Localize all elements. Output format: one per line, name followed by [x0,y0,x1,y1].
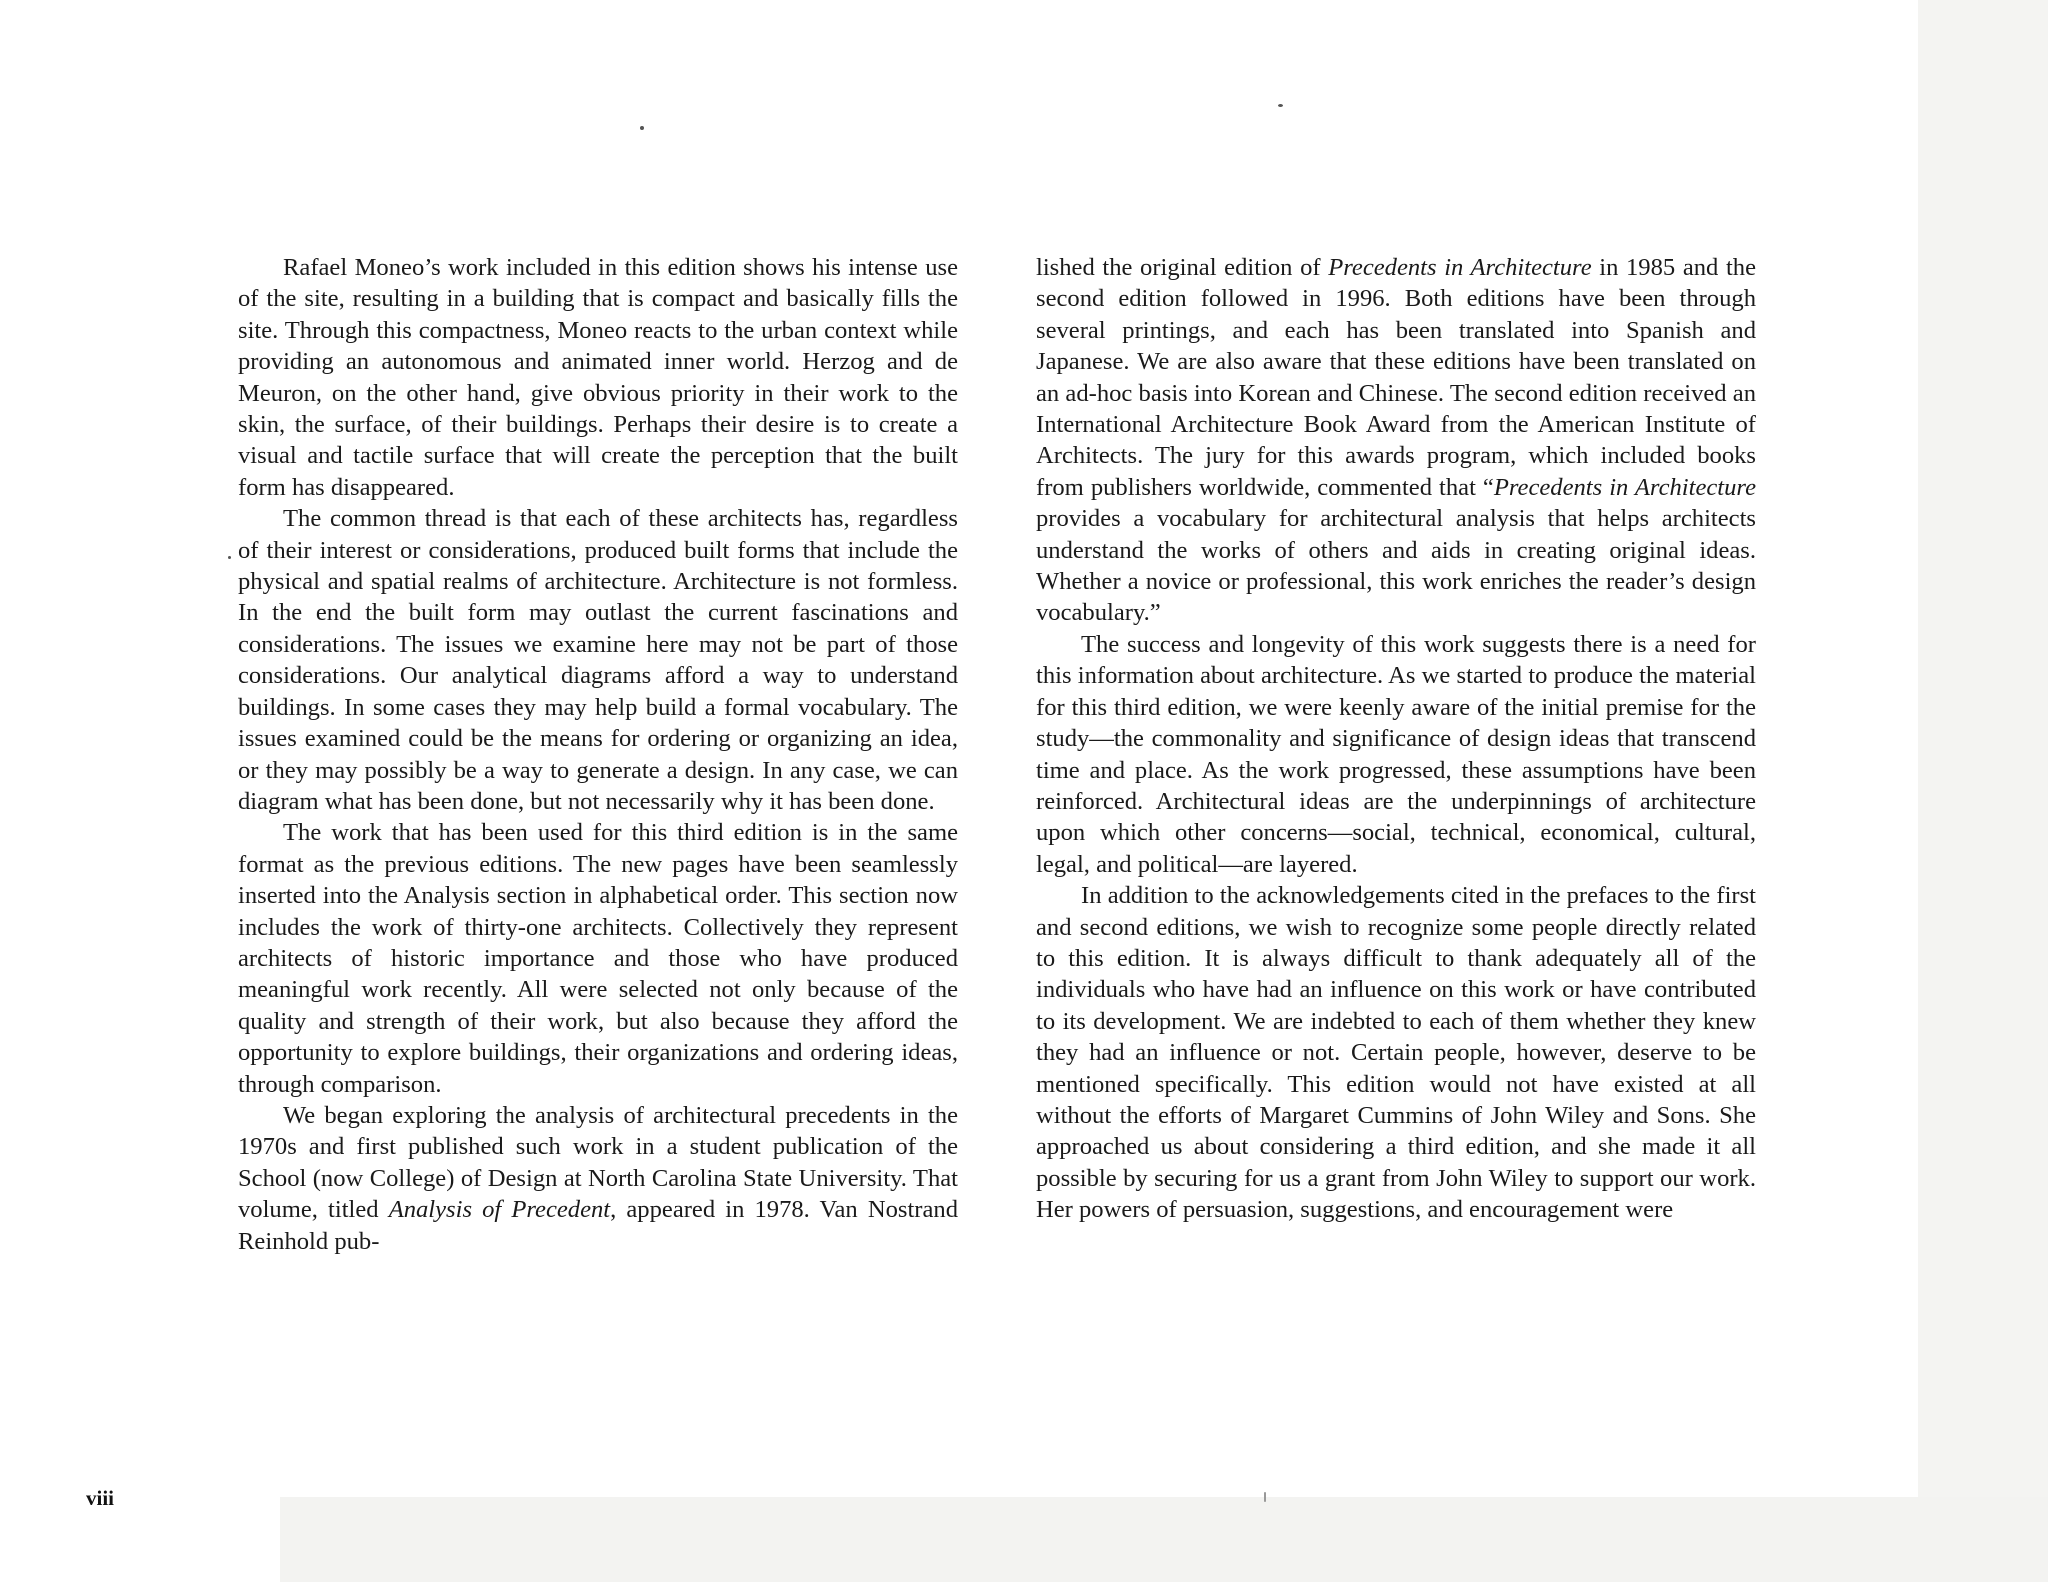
text-column-right [1036,252,1756,1226]
paragraph-text: , appeared in 1978. Van Nostrand Reinhold pub- [238,1196,958,1255]
paragraph [238,1100,958,1257]
paragraph-text: We began exploring the analysis of architectural precedents in the 1970s and first published such work in a student publication of the School (now College) of Design at North Carolina State University. That volume, titled [238,1101,958,1224]
scan-speck [1264,1492,1266,1502]
book-title: Precedents in Architecture [1493,473,1756,501]
scan-speck [640,126,644,130]
paragraph: The work that has been used for this third edition is in the same format as the previous editions. The new pages have been seamlessly inserted into the Analysis section in alphabetical order. This section now includes the work of thirty-one architects. Collectively they represent architects of historic importance and those who have produced meaningful work recently. All were selected not only because of the quality and strength of their work, but also because they afford the opportunity to explore buildings, their organizations and ordering ideas, through comparison. [238,819,958,1098]
scan-margin-bottom [280,1497,2048,1582]
paragraph: The success and longevity of this work suggests there is a need for this information about architecture. As we started to produce the material for this third edition, we were keenly aware of the initial premise for the study—the commonality and significance of design ideas that transcend time and place. As the work progressed, these assumptions have been reinforced. Architectural ideas are the underpinnings of architecture upon which other concerns—social, technical, economical, cultural, legal, and political—are layered. [1036,630,1756,878]
page-number: viii [86,1486,115,1510]
paragraph: The common thread is that each of these architects has, regardless of their interest or considerations, produced built forms that include the physical and spatial realms of architecture. Architecture is not formless. In the end the built form may outlast the current fascinations and considerations. The issues we examine here may not be part of those considerations. Our analytical diagrams afford a way to understand buildings. In some cases they may help build a formal vocabulary. The issues examined could be the means for ordering or organizing an idea, or they may possibly be a way to generate a design. In any case, we can diagram what has been done, but not necessarily why it has been done. [238,505,958,815]
book-title: Precedents in Architecture [1328,254,1592,281]
paragraph-text: in 1985 and the second edition followed in 1996. Both editions have been through several printings, and each has been translated into Spanish and Japanese. We are also aware that these editions have been translated on an ad-hoc basis into Korean and Chinese. The second edition received an International Architecture Book Award from the American Institute of Architects. The jury for this awards program, which included books from publishers worldwide, commented that “ [1036,254,1757,501]
paragraph: In addition to the acknowledgements cited in the prefaces to the first and second editions, we wish to recognize some people directly related to this edition. It is always difficult to thank adequately all of the individuals who have had an influence on this work or have contributed to its development. We are indebted to each of them whether they knew they had an influence or not. Certain people, however, deserve to be mentioned specifically. This edition would not have existed at all without the efforts of Margaret Cummins of John Wiley and Sons. She approached us about considering a third edition, and she made it all possible by securing for us a grant from John Wiley to support our work. Her powers of persuasion, suggestions, and encouragement were [1036,882,1756,1224]
paragraph-text: provides a vocabulary for architectural analysis that helps architects understand the works of others and aids in creating original ideas. Whether a novice or professional, this work enriches the reader’s design vocabulary.” [1036,505,1756,627]
scan-margin-right [1918,0,2048,1582]
paragraph-text: lished the original edition of [1036,254,1329,281]
paragraph [1036,252,1756,629]
paragraph: Rafael Moneo’s work included in this edition shows his intense use of the site, resulting in a building that is compact and basically fills the site. Through this compactness, Moneo reacts to the urban context while providing an autonomous and animated inner world. Herzog and de Meuron, on the other hand, give obvious priority in their work to the skin, the surface, of their buildings. Perhaps their desire is to create a visual and tactile surface that will create the perception that the built form has disappeared. [238,254,958,501]
text-column-left [238,252,958,1257]
scan-speck [1278,104,1283,107]
book-title: Analysis of Precedent [388,1196,611,1224]
scan-speck [228,556,231,559]
